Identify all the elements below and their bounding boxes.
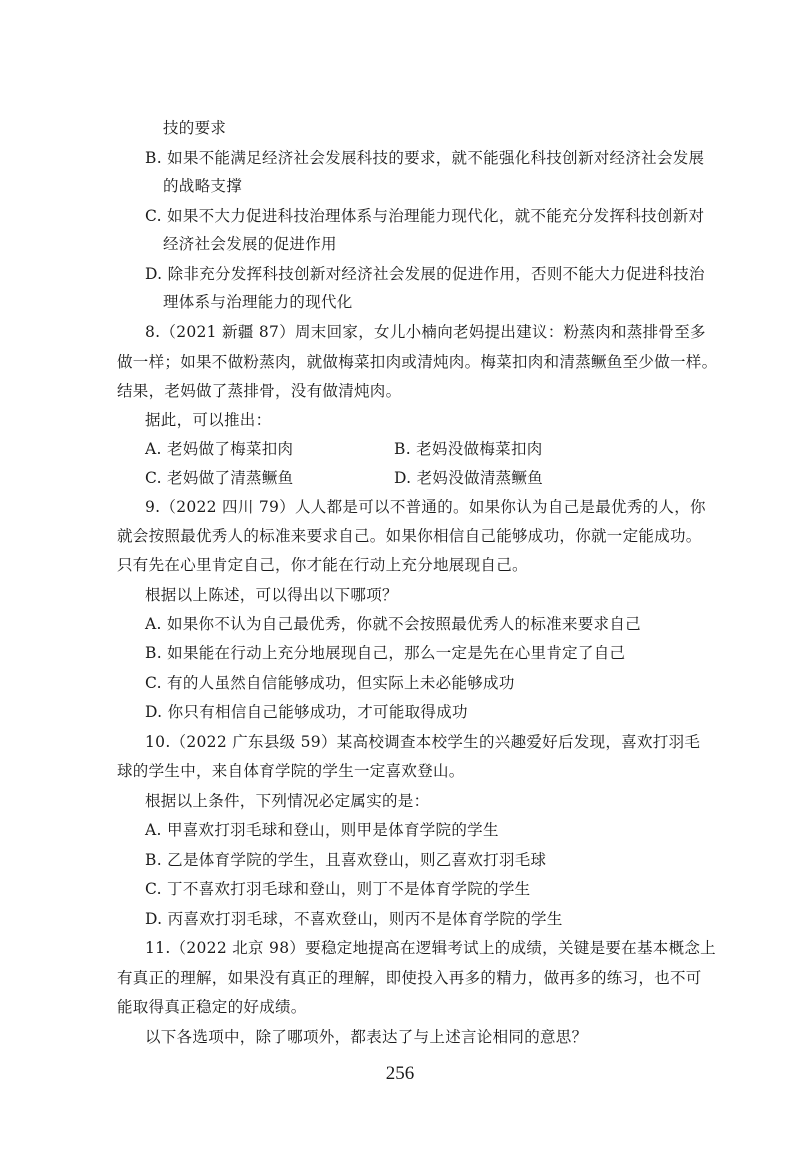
option-a-continued: 技的要求 <box>163 119 227 137</box>
q11-stem-line3: 能取得真正稳定的好成绩。 <box>117 998 307 1016</box>
q9-option-b: B. 如果能在行动上充分地展现自己，那么一定是先在心里肯定了自己 <box>145 644 626 662</box>
q8-stem-line1: 8.（2021 新疆 87）周末回家，女儿小楠向老妈提出建议：粉蒸肉和蒸排骨至多 <box>145 323 706 341</box>
option-c-line1: C. 如果不大力促进科技治理体系与治理能力现代化，就不能充分发挥科技创新对 <box>145 207 705 225</box>
q8-option-c: C. 老妈做了清蒸鳜鱼 <box>145 469 294 487</box>
q10-stem-line2: 球的学生中，来自体育学院的学生一定喜欢登山。 <box>117 762 465 780</box>
q9-stem-line1: 9.（2022 四川 79）人人都是可以不普通的。如果你认为自己是最优秀的人，你 <box>145 498 706 516</box>
q9-stem-line2: 就会按照最优秀人的标准来要求自己。如果你相信自己能够成功，你就一定能成功。 <box>117 527 702 545</box>
q9-option-c: C. 有的人虽然自信能够成功，但实际上未必能够成功 <box>145 674 515 692</box>
q10-option-a: A. 甲喜欢打羽毛球和登山，则甲是体育学院的学生 <box>145 821 499 839</box>
q8-question: 据此，可以推出： <box>145 411 272 429</box>
q8-stem-line2: 做一样；如果不做粉蒸肉，就做梅菜扣肉或清炖肉。梅菜扣肉和清蒸鳜鱼至少做一样。 <box>117 353 718 371</box>
q11-stem-line1: 11.（2022 北京 98）要稳定地提高在逻辑考试上的成绩，关键是要在基本概念上 <box>145 939 716 957</box>
q10-option-c: C. 丁不喜欢打羽毛球和登山，则丁不是体育学院的学生 <box>145 880 531 898</box>
option-b-line2: 的战略支撑 <box>163 177 243 195</box>
q8-option-b: B. 老妈没做梅菜扣肉 <box>394 440 543 458</box>
page-number: 256 <box>385 1063 415 1084</box>
q11-question: 以下各选项中，除了哪项外，都表达了与上述言论相同的意思？ <box>145 1028 588 1046</box>
q10-stem-line1: 10.（2022 广东县级 59）某高校调查本校学生的兴趣爱好后发现，喜欢打羽毛 <box>145 733 701 751</box>
q9-option-a: A. 如果你不认为自己最优秀，你就不会按照最优秀人的标准来要求自己 <box>145 615 641 633</box>
option-c-line2: 经济社会发展的促进作用 <box>163 235 337 253</box>
option-b-line1: B. 如果不能满足经济社会发展科技的要求，就不能强化科技创新对经济社会发展 <box>145 149 705 167</box>
option-d-line1: D. 除非充分发挥科技创新对经济社会发展的促进作用，否则不能大力促进科技治 <box>145 265 705 283</box>
q9-question: 根据以上陈述，可以得出以下哪项？ <box>145 586 398 604</box>
q11-stem-line2: 有真正的理解，如果没有真正的理解，即使投入再多的精力，做再多的练习，也不可 <box>117 969 702 987</box>
q9-stem-line3: 只有先在心里肯定自己，你才能在行动上充分地展现自己。 <box>117 556 528 574</box>
option-d-line2: 理体系与治理能力的现代化 <box>163 293 353 311</box>
q8-option-d: D. 老妈没做清蒸鳜鱼 <box>394 469 544 487</box>
q8-stem-line3: 结果，老妈做了蒸排骨，没有做清炖肉。 <box>117 382 402 400</box>
q10-question: 根据以上条件，下列情况必定属实的是： <box>145 792 430 810</box>
q8-option-a: A. 老妈做了梅菜扣肉 <box>145 440 294 458</box>
q10-option-d: D. 丙喜欢打羽毛球，不喜欢登山，则丙不是体育学院的学生 <box>145 910 563 928</box>
q10-option-b: B. 乙是体育学院的学生，且喜欢登山，则乙喜欢打羽毛球 <box>145 851 547 869</box>
q9-option-d: D. 你只有相信自己能够成功，才可能取得成功 <box>145 703 468 721</box>
